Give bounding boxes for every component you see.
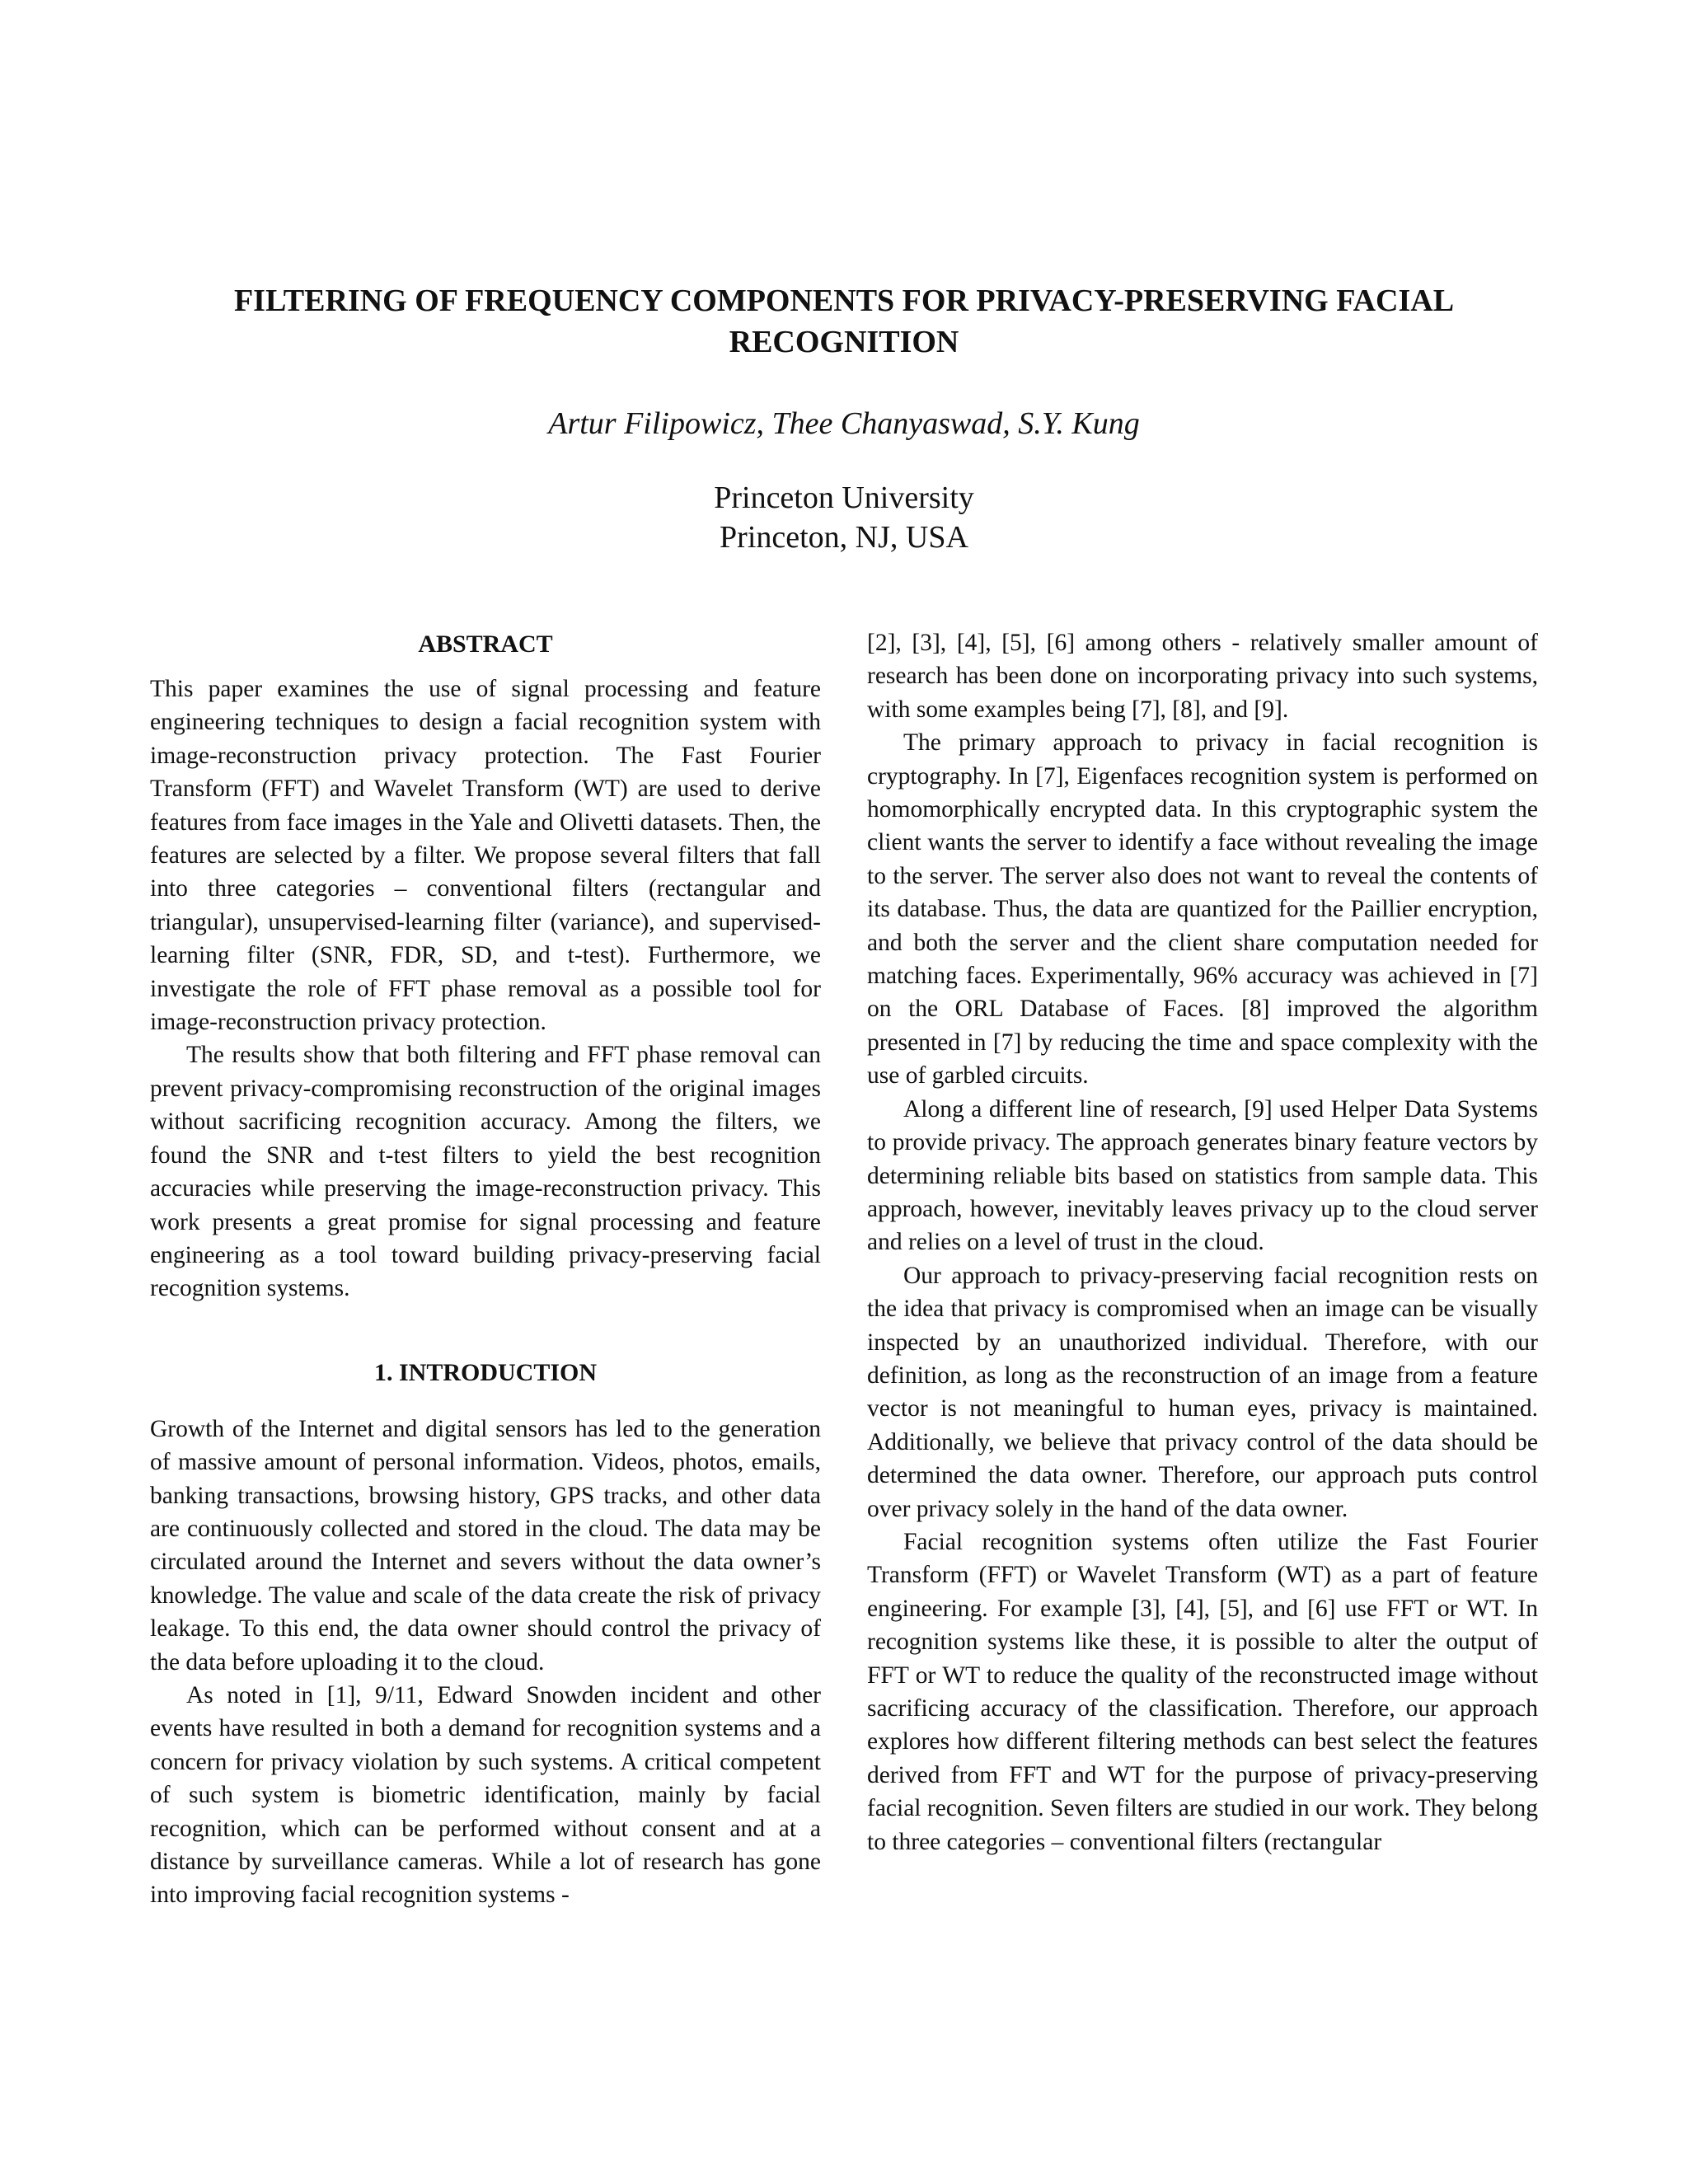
abstract-paragraph-2: The results show that both filtering and FFT phase removal can prevent privacy-compromising reconstruction of the original images without sacrificing recognition accuracy. Among the filters, we found the SNR and t-test filters to yield the best recognition accuracies while preserving the image-reconstruction privacy. This work presents a great promise for signal processing and feature engineering as a tool toward building privacy-preserving facial recognition systems. [150, 1042, 821, 1302]
right-column [867, 626, 1538, 1858]
author-affiliation [148, 478, 1540, 557]
right-paragraph-4: Our approach to privacy-preserving facial recognition rests on the idea that privacy is compromised when an image can be visually inspected by an unauthorized individual. Therefore, with our definition, as long as the reconstruction of an image from a feature vector is not meaningful to human eyes, privacy is maintained. Additionally, we believe that privacy control of the data should be determined the data owner. Therefore, our approach puts control over privacy solely in the hand of the data owner. [867, 1262, 1538, 1522]
paper-authors: Artur Filipowicz, Thee Chanyaswad, S.Y. Kung [548, 406, 1140, 441]
right-paragraph-5: Facial recognition systems often utilize the Fast Fourier Transform (FFT) or Wavelet Transform (WT) as a part of feature engineering. For example [3], [4], [5], and [6] use FFT or WT. In recognition systems like these, it is possible to alter the output of FFT or WT to reduce the quality of the reconstructed image without sacrificing accuracy of the classification. Therefore, our approach explores how different filtering methods can best select the features derived from FFT and WT for the purpose of privacy-preserving facial recognition. Seven filters are studied in our work. They belong to three categories – conventional filters (rectangular [867, 1528, 1538, 1855]
affiliation-line-1: Princeton University [714, 480, 974, 515]
intro-paragraph-2: As noted in [1], 9/11, Edward Snowden incident and other events have resulted in both a demand for recognition systems and a concern for privacy violation by such systems. A critical competent of such system is biometric identification, mainly by facial recognition, which can be performed without consent and at a distance by surveillance cameras. While a lot of research has gone into improving facial recognition systems - [150, 1681, 821, 1909]
intro-paragraph-1: Growth of the Internet and digital sensors has led to the generation of massive amount of personal information. Videos, photos, emails, banking transactions, browsing history, GPS tracks, and other data are continuously collected and stored in the cloud. The data may be circulated around the Internet and severs without the data owner’s knowledge. The value and scale of the data create the risk of privacy leakage. To this end, the data owner should control the privacy of the data before uploading it to the cloud. [150, 1415, 821, 1675]
paper-title: FILTERING OF FREQUENCY COMPONENTS FOR PRIVACY-PRESERVING FACIAL RECOGNITION [233, 284, 1455, 359]
introduction-heading: 1. INTRODUCTION [373, 1358, 598, 1386]
right-paragraph-3: Along a different line of research, [9] used Helper Data Systems to provide privacy. The approach generates binary feature vectors by determining reliable bits based on statistics from sample data. This approach, however, inevitably leaves privacy up to the cloud server and relies on a level of trust in the cloud. [867, 1095, 1538, 1256]
left-column [150, 626, 821, 1912]
right-paragraph-2: The primary approach to privacy in facial recognition is cryptography. In [7], Eigenfaces recognition system is performed on homomorphically encrypted data. In this cryptographic system the client wants the server to identify a face without revealing the image to the server. The server also does not want to reveal the contents of its database. Thus, the data are quantized for the Paillier encryption, and both the server and the client share computation needed for matching faces. Experimentally, 96% accuracy was achieved in [7] on the ORL Database of Faces. [8] improved the algorithm presented in [7] by reducing the time and space complexity with the use of garbled circuits. [867, 729, 1538, 1090]
abstract-paragraph-1: This paper examines the use of signal processing and feature engineering techniques to design a facial recognition system with image-reconstruction privacy protection. The Fast Fourier Transform (FFT) and Wavelet Transform (WT) are used to derive features from face images in the Yale and Olivetti datasets. Then, the features are selected by a filter. We propose several filters that fall into three categories – conventional filters (rectangular and triangular), unsupervised-learning filter (variance), and supervised-learning filter (SNR, FDR, SD, and t-test). Furthermore, we investigate the role of FFT phase removal as a possible tool for image-reconstruction privacy protection. [150, 676, 821, 1036]
abstract-heading: ABSTRACT [418, 630, 553, 658]
right-paragraph-1: [2], [3], [4], [5], [6] among others - relatively smaller amount of research has been done on incorporating privacy into such systems, with some examples being [7], [8], and [9]. [867, 630, 1538, 723]
affiliation-line-2: Princeton, NJ, USA [720, 520, 968, 555]
